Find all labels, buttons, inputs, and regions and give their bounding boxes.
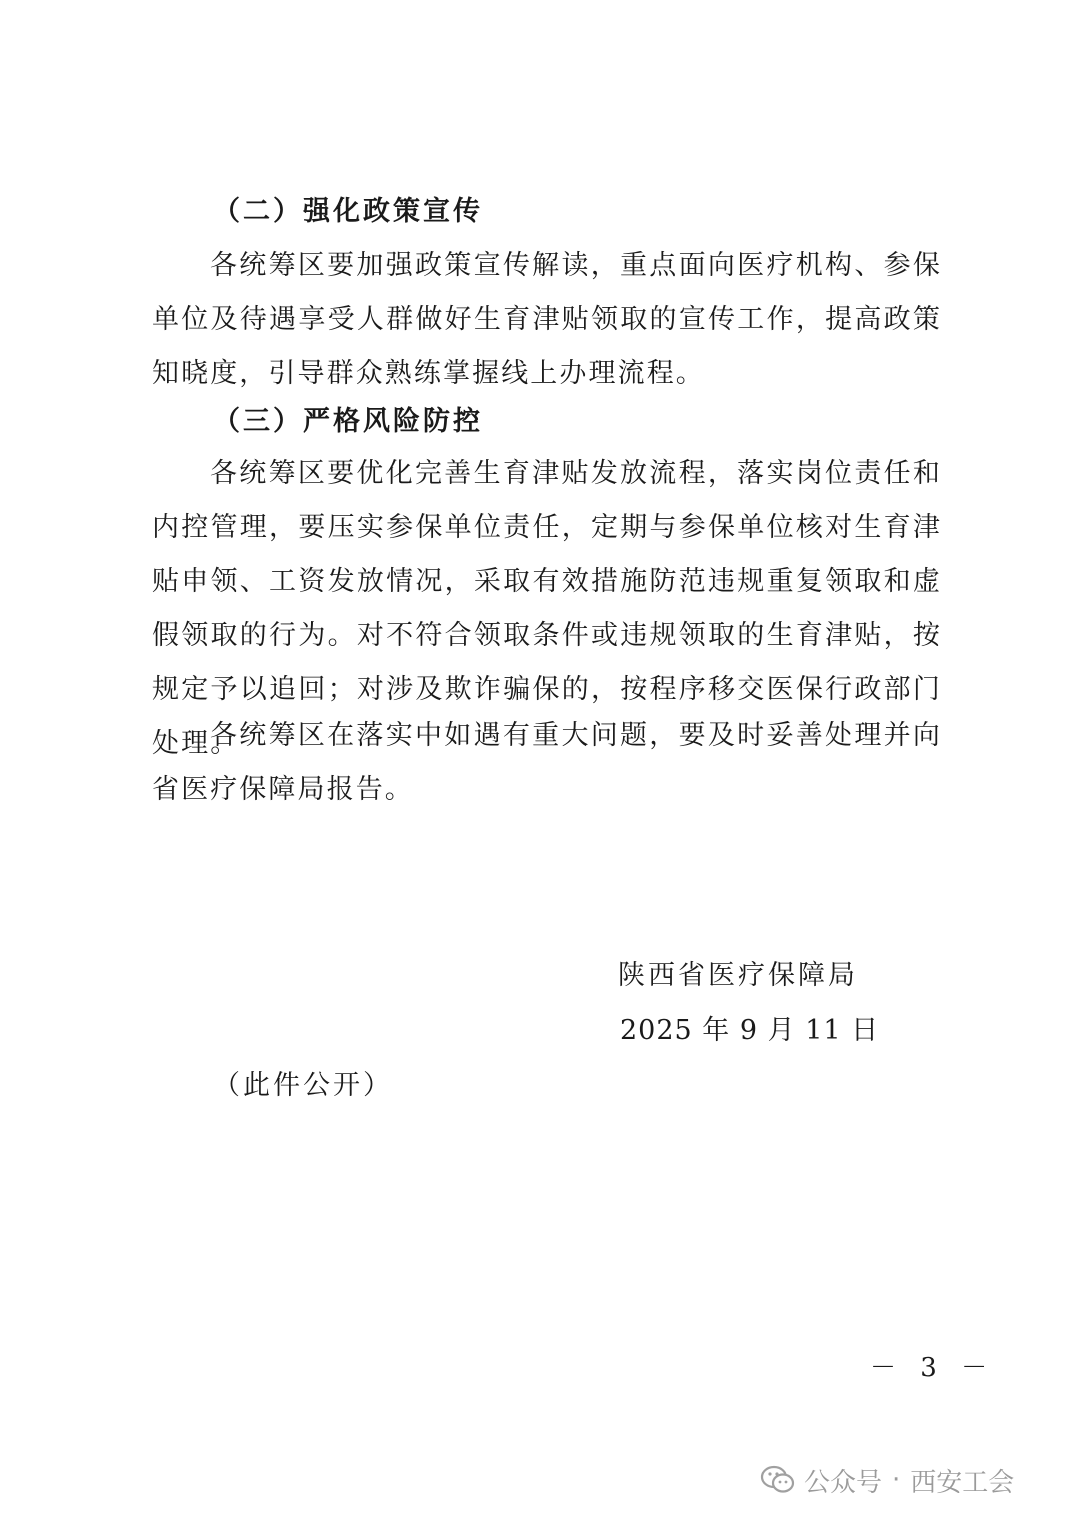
section-body-publicity: 各统筹区要加强政策宣传解读，重点面向医疗机构、参保单位及待遇享受人群做好生育津贴领取的宣传工作，提高政策知晓度，引导群众熟练掌握线上办理流程。 xyxy=(152,250,942,389)
signature-date: 2025 年 9 月 11 日 xyxy=(620,1015,880,1046)
section-heading-publicity: （二）强化政策宣传 xyxy=(213,196,483,227)
section-body-risk-control: 各统筹区要优化完善生育津贴发放流程，落实岗位责任和内控管理，要压实参保单位责任，定期与参保单位核对生育津贴申领、工资发放情况，采取有效措施防范违规重复领取和虚假领取的行为。对不符合领取条件或违规领取的生育津贴，按规定予以追回；对涉及欺诈骗保的，按程序移交医保行政部门处理。 xyxy=(152,458,942,759)
page-number: － 3 － xyxy=(870,1353,996,1383)
disclosure-note: （此件公开） xyxy=(213,1070,393,1101)
wechat-icon xyxy=(760,1465,796,1495)
wechat-watermark xyxy=(760,1460,1014,1500)
signature-organization: 陕西省医疗保障局 xyxy=(618,960,858,991)
watermark-label: 公众号 xyxy=(804,1467,883,1498)
section-heading-risk-control: （三）严格风险防控 xyxy=(213,406,483,437)
watermark-account: 西安工会 xyxy=(910,1467,1015,1498)
closing-paragraph: 各统筹区在落实中如遇有重大问题，要及时妥善处理并向省医疗保障局报告。 xyxy=(152,720,942,805)
watermark-separator: · xyxy=(892,1465,901,1495)
